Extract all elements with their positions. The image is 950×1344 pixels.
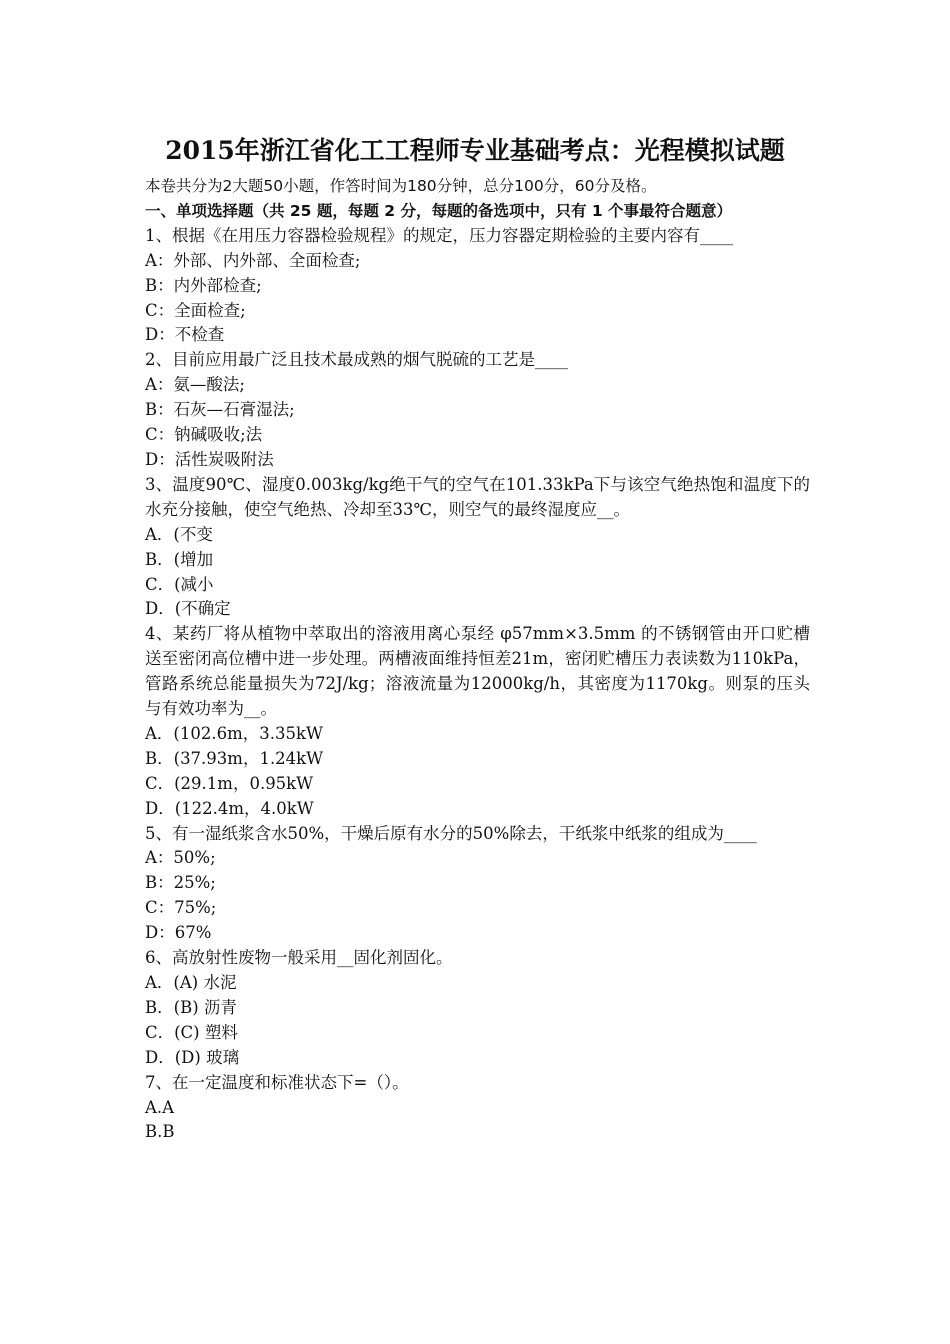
option-d: D：不检查 bbox=[145, 325, 225, 345]
question-stem: 7、在一定温度和标准状态下=（）。 bbox=[145, 1072, 409, 1092]
option-b: B．(37.93m，1.24kW bbox=[145, 748, 324, 768]
option-d: D：活性炭吸附法 bbox=[145, 449, 274, 469]
question-stem: 5、有一湿纸浆含水50%，干燥后原有水分的50%除去，干纸浆中纸浆的组成为____ bbox=[145, 823, 757, 843]
option-c: C：钠碱吸收;法 bbox=[145, 425, 263, 445]
option-d: D．(D) 玻璃 bbox=[145, 1047, 240, 1067]
question-5 bbox=[145, 822, 810, 947]
option-a: A：外部、内外部、全面检查; bbox=[145, 250, 361, 270]
option-a: A．(不变 bbox=[145, 524, 213, 544]
option-c: C：全面检查; bbox=[145, 300, 246, 320]
section-heading: 一、单项选择题（共 25 题，每题 2 分，每题的备选项中，只有 1 个事最符合题意） bbox=[145, 201, 733, 220]
option-b: B：25%; bbox=[145, 873, 216, 893]
option-a: A.A bbox=[145, 1097, 175, 1117]
exam-intro: 本卷共分为2大题50小题，作答时间为180分钟，总分100分，60分及格。 bbox=[145, 177, 657, 195]
question-1 bbox=[145, 224, 810, 349]
option-c: C．(C) 塑料 bbox=[145, 1022, 238, 1042]
question-stem: 2、目前应用最广泛且技术最成熟的烟气脱硫的工艺是____ bbox=[145, 350, 568, 370]
option-a: A．(A) 水泥 bbox=[145, 973, 237, 992]
option-d: D．(122.4m，4.0kW bbox=[145, 798, 314, 818]
document-body bbox=[145, 174, 810, 1145]
option-d: D：67% bbox=[145, 923, 212, 943]
option-a: A．(102.6m，3.35kW bbox=[145, 723, 323, 743]
option-b: B．(增加 bbox=[145, 549, 214, 569]
document-title: 2015年浙江省化工工程师专业基础考点：光程模拟试题 bbox=[165, 135, 785, 165]
question-stem: 4、某药厂将从植物中萃取出的溶液用离心泵经 φ57mm×3.5mm 的不锈钢管由开口贮槽送至密闭高位槽中进一步处理。两槽液面维持恒差21m，密闭贮槽压力表读数为110kPa，管路系统总能量损失为72J/kg；溶液流量为12000kg/h，其密度为1170kg。则泵的压头与有效功率为__。 bbox=[145, 624, 810, 719]
option-b: B：内外部检查; bbox=[145, 275, 262, 295]
question-stem: 3、温度90℃、湿度0.003kg/kg绝干气的空气在101.33kPa下与该空气绝热饱和温度下的水充分接触，使空气绝热、冷却至33℃，则空气的最终湿度应__。 bbox=[145, 474, 810, 519]
option-a: A：50%; bbox=[145, 848, 216, 868]
option-c: C．(减小 bbox=[145, 574, 214, 594]
option-c: C．(29.1m，0.95kW bbox=[145, 773, 314, 793]
question-7 bbox=[145, 1071, 810, 1146]
question-stem: 6、高放射性废物一般采用__固化剂固化。 bbox=[145, 948, 453, 968]
option-b: B．(B) 沥青 bbox=[145, 997, 237, 1017]
question-2 bbox=[145, 348, 810, 473]
option-a: A：氨—酸法; bbox=[145, 375, 245, 395]
option-c: C：75%; bbox=[145, 898, 217, 918]
question-6 bbox=[145, 946, 810, 1071]
question-stem: 1、根据《在用压力容器检验规程》的规定，压力容器定期检验的主要内容有____ bbox=[145, 225, 733, 245]
question-3 bbox=[145, 473, 810, 622]
option-b: B：石灰—石膏湿法; bbox=[145, 400, 295, 420]
option-b: B.B bbox=[145, 1122, 175, 1142]
question-4 bbox=[145, 622, 810, 821]
option-d: D．(不确定 bbox=[145, 599, 231, 619]
